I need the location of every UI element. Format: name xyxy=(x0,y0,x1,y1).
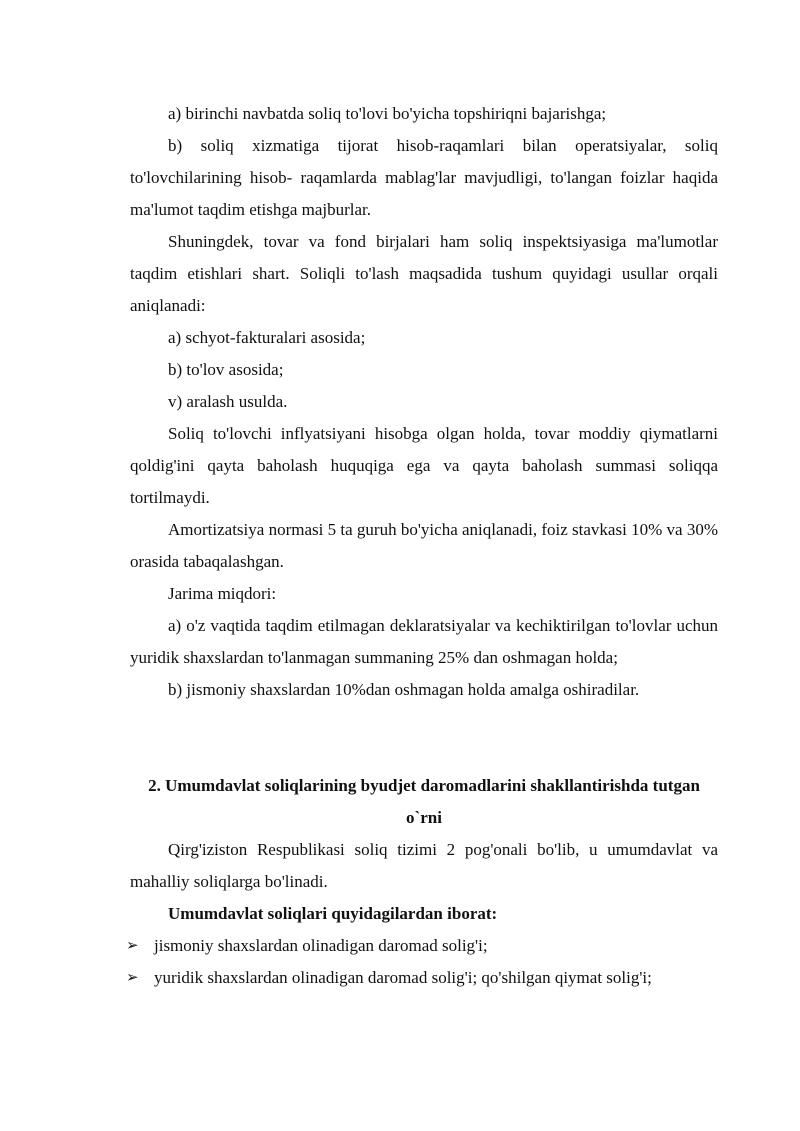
method-a-invoices: a) schyot-fakturalari asosida; xyxy=(168,328,366,347)
paragraph-inflation: Soliq to'lovchi inflyatsiyani hisobga olgan holda, tovar moddiy qiymatlarni qoldig'ini qayta baholash huquqiga ega va qayta baholash summasi soliqqa tortilmaydi. xyxy=(130,424,718,507)
section-paragraph: Qirg'iziston Respublikasi soliq tizimi 2 pog'onali bo'lib, u umumdavlat va mahalliy soliqlarga bo'linadi. xyxy=(130,840,718,891)
list-item-a-first-priority: a) birinchi navbatda soliq to'lovi bo'yicha topshiriqni bajarishga; xyxy=(168,104,607,123)
arrow-bullet-icon: ➢ xyxy=(126,938,139,954)
list-heading: Umumdavlat soliqlari quyidagilardan iborat: xyxy=(168,904,498,923)
bullet-item xyxy=(126,930,718,962)
section-heading: 2. Umumdavlat soliqlarining byudjet daromadlarini shakllantirishda tutgan o`rni xyxy=(148,776,700,827)
fine-item-b-individuals: b) jismoniy shaxslardan 10%dan oshmagan holda amalga oshiradilar. xyxy=(168,680,640,699)
method-b-payment: b) to'lov asosida; xyxy=(168,360,284,379)
paragraph-amortization: Amortizatsiya normasi 5 ta guruh bo'yicha aniqlanadi, foiz stavkasi 10% va 30% orasida tabaqalashgan. xyxy=(130,520,718,571)
fine-item-a-legal-entities: a) o'z vaqtida taqdim etilmagan deklaratsiyalar va kechiktirilgan to'lovlar uchun yuridik shaxslardan to'lanmagan summaning 25% dan oshmagan holda; xyxy=(130,616,718,667)
paragraph-fine-amount: Jarima miqdori: xyxy=(168,584,277,603)
arrow-bullet-icon: ➢ xyxy=(126,970,139,986)
bullet-text: yuridik shaxslardan olinadigan daromad solig'i; qo'shilgan qiymat solig'i; xyxy=(154,968,652,987)
method-v-mixed: v) aralash usulda. xyxy=(168,392,288,411)
bullet-text: jismoniy shaxslardan olinadigan daromad solig'i; xyxy=(154,936,488,955)
list-item-b-tax-service: b) soliq xizmatiga tijorat hisob-raqamlari bilan operatsiyalar, soliq to'lovchilarining hisob- raqamlarda mablag'lar mavjudligi, to'langan foizlar haqida ma'lumot taqdim etishga majburlar. xyxy=(130,136,718,219)
bullet-item xyxy=(126,962,718,994)
paragraph-exchanges: Shuningdek, tovar va fond birjalari ham soliq inspektsiyasiga ma'lumotlar taqdim etishlari shart. Soliqli to'lash maqsadida tushum quyidagi usullar orqali aniqlanadi: xyxy=(130,232,718,315)
